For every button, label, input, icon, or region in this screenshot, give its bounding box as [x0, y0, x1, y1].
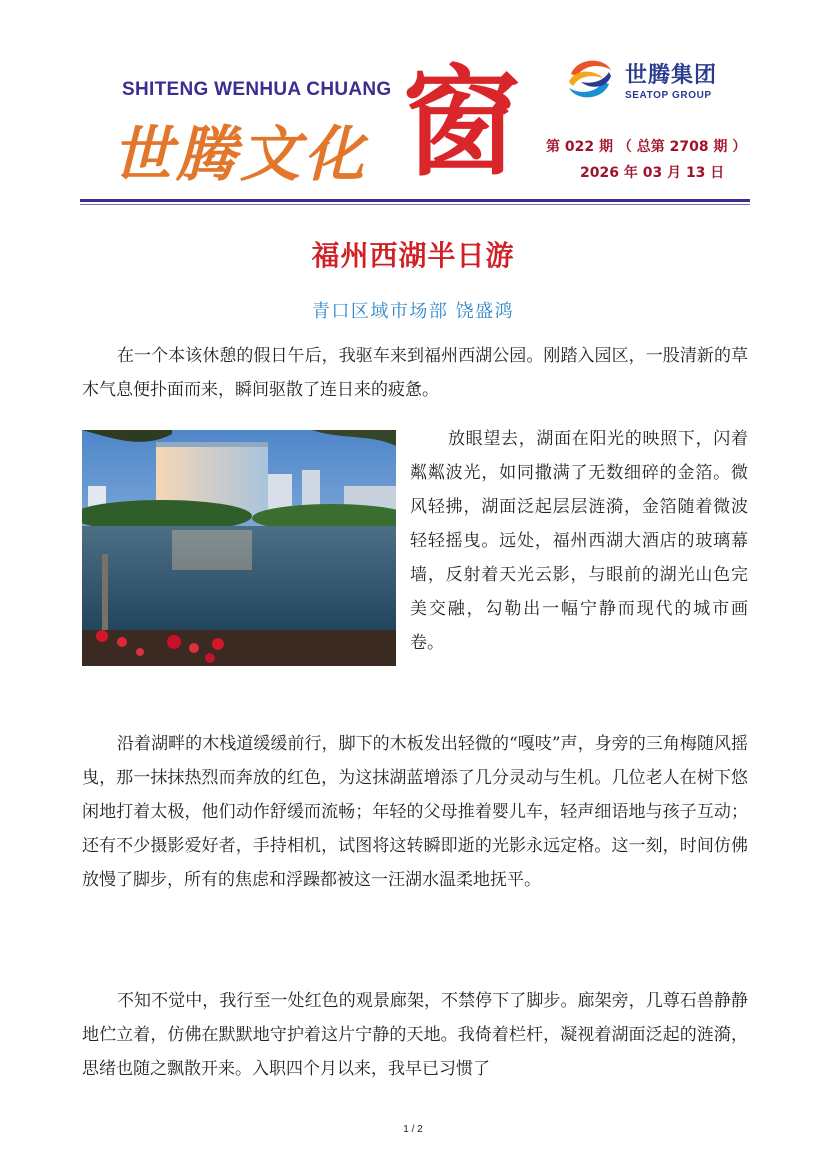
lake-hotel-image [82, 430, 396, 666]
paragraph-3: 沿着湖畔的木栈道缓缓前行，脚下的木板发出轻微的“嘎吱”声，身旁的三角梅随风摇曳，那一抹抹热烈而奔放的红色，为这抹湖蓝增添了几分灵动与生机。几位老人在树下悠闲地打着太极，他们动作舒缓而流畅；年轻的父母推着婴儿车，轻声细语地与孩子互动；还有不少摄影爱好者，手持相机，试图将这转瞬即逝的光影永远定格。这一刻，时间仿佛放慢了脚步，所有的焦虑和浮躁都被这一汪湖水温柔地抚平。 [82, 734, 748, 890]
seatop-swirl-icon [563, 52, 617, 106]
west-lake-photo [82, 430, 396, 666]
brand-chinese-name: 世腾文化 [112, 120, 368, 190]
article-byline: 青口区域市场部 饶盛鸿 [311, 301, 515, 322]
issue-date: 2026 年 03 月 13 日 [580, 165, 725, 181]
article-title: 福州西湖半日游 [311, 239, 515, 272]
seatop-group-logo [563, 52, 733, 112]
logo-english-name: SEATOP GROUP [625, 90, 712, 101]
brand-english-name: SHITENG WENHUA CHUANG [122, 79, 392, 100]
masthead [0, 0, 826, 200]
paragraph-2: 放眼望去，湖面在阳光的映照下，闪着粼粼波光，如同撒满了无数细碎的金箔。微风轻拂，湖面泛起层层涟漪，金箔随着微波轻轻摇曳。远处，福州西湖大酒店的玻璃幕墙，反射着天光云影，与眼前的湖光山色完美交融，勾勒出一幅宁静而现代的城市画卷。 [410, 429, 748, 653]
header-divider [80, 199, 750, 202]
logo-chinese-name: 世腾集团 [625, 63, 718, 88]
paragraph-with-photo [82, 422, 748, 672]
paragraph-4: 不知不觉中，我行至一处红色的观景廊架，不禁停下了脚步。廊架旁，几尊石兽静静地伫立着，仿佛在默默地守护着这片宁静的天地。我倚着栏杆，凝视着湖面泛起的涟漪，思绪也随之飘散开来。入职四个月以来，我早已习惯了 [82, 991, 748, 1079]
brand-window-character: 窗 [402, 53, 521, 192]
issue-number: 第 022 期 （ 总第 2708 期 ） [546, 139, 747, 155]
page-number: 1 / 2 [403, 1124, 423, 1135]
header-divider-thin [80, 204, 750, 205]
paragraph-1: 在一个本该休憩的假日午后，我驱车来到福州西湖公园。刚踏入园区，一股清新的草木气息便扑面而来，瞬间驱散了连日来的疲惫。 [82, 346, 748, 400]
